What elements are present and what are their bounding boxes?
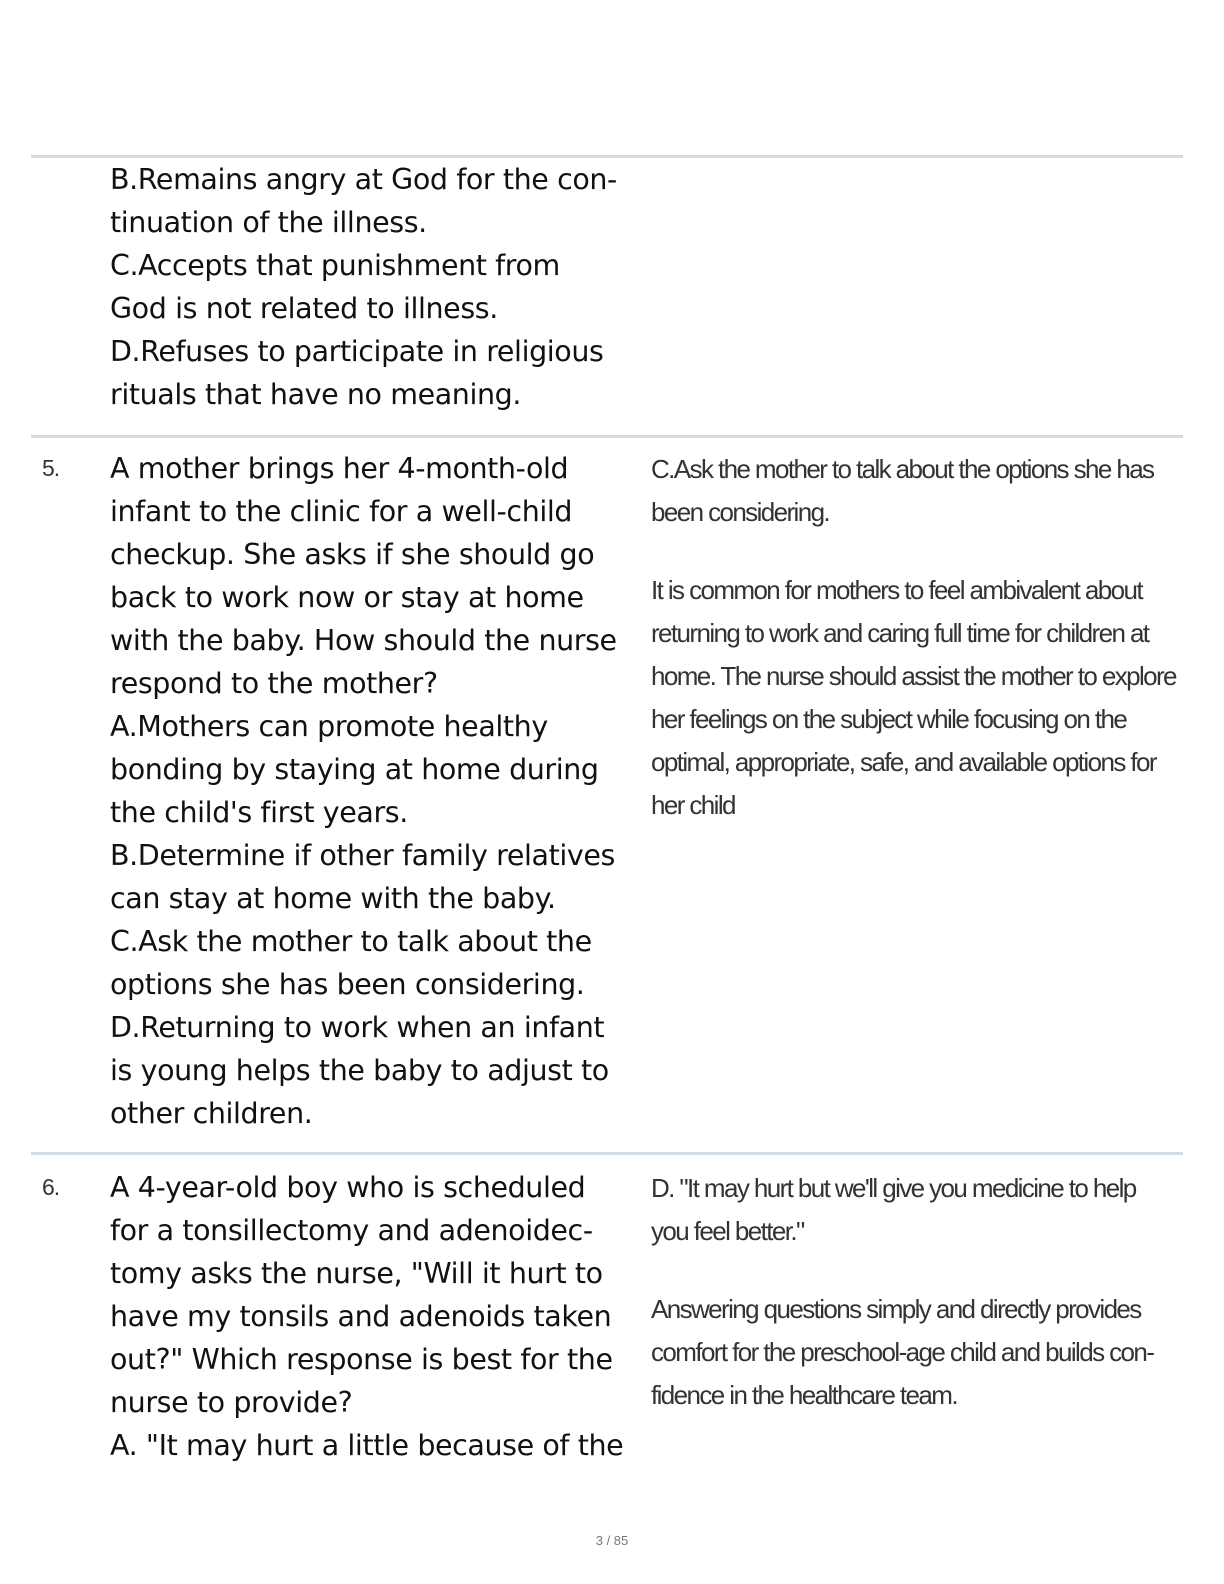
q5-rationale-line: home. The nurse should assist the mother to explore — [651, 661, 1176, 691]
page-number: 3 / 85 — [595, 1533, 629, 1548]
q5-line: the child's first years. — [110, 796, 408, 829]
q5-line: other children. — [110, 1097, 313, 1130]
spacer — [651, 1253, 1181, 1288]
q5-line: is young helps the baby to adjust to — [110, 1054, 609, 1087]
q5-answer-line: been considering. — [651, 497, 830, 527]
q5-line: A mother brings her 4-month-old — [110, 452, 569, 485]
q5-rationale-line: returning to work and caring full time for children at — [651, 618, 1149, 648]
q5-line: respond to the mother? — [110, 667, 438, 700]
q5-question — [110, 447, 650, 1135]
q4-line: tinuation of the illness. — [110, 206, 427, 239]
q5-answer — [651, 448, 1181, 827]
q6-line: A 4-year-old boy who is scheduled — [110, 1171, 586, 1204]
q5-line: with the baby. How should the nurse — [110, 624, 617, 657]
q4-line: rituals that have no meaning. — [110, 378, 522, 411]
q5-rationale-line: her child — [651, 790, 735, 820]
q5-line: B.Determine if other family relatives — [110, 839, 615, 872]
q5-line: C.Ask the mother to talk about the — [110, 925, 592, 958]
table-rule-q5 — [31, 435, 1183, 438]
q6-line: for a tonsillectomy and adenoidec- — [110, 1214, 593, 1247]
q5-rationale-line: It is common for mothers to feel ambivalent about — [651, 575, 1142, 605]
q4-choices — [110, 158, 650, 416]
q6-rationale-line: comfort for the preschool-age child and builds con- — [651, 1337, 1154, 1367]
q6-line: A. "It may hurt a little because of the — [110, 1429, 624, 1462]
q5-line: D.Returning to work when an infant — [110, 1011, 605, 1044]
q6-rationale-line: Answering questions simply and directly provides — [651, 1294, 1141, 1324]
q6-answer — [651, 1167, 1181, 1417]
q4-line: B.Remains angry at God for the con- — [110, 163, 617, 196]
q5-line: options she has been considering. — [110, 968, 585, 1001]
q6-line: out?" Which response is best for the — [110, 1343, 613, 1376]
q4-line: D.Refuses to participate in religious — [110, 335, 604, 368]
q6-line: nurse to provide? — [110, 1386, 353, 1419]
q6-line: tomy asks the nurse, "Will it hurt to — [110, 1257, 603, 1290]
q5-line: can stay at home with the baby. — [110, 882, 556, 915]
q6-question — [110, 1166, 650, 1467]
q6-number: 6. — [42, 1174, 60, 1200]
q5-rationale-line: her feelings on the subject while focusing on the — [651, 704, 1127, 734]
q5-line: A.Mothers can promote healthy — [110, 710, 548, 743]
q6-line: have my tonsils and adenoids taken — [110, 1300, 612, 1333]
q4-line: God is not related to illness. — [110, 292, 498, 325]
q4-line: C.Accepts that punishment from — [110, 249, 560, 282]
q5-rationale-line: optimal, appropriate, safe, and available options for — [651, 747, 1156, 777]
q6-answer-line: D. "It may hurt but we'll give you medicine to help — [651, 1173, 1136, 1203]
q5-line: bonding by staying at home during — [110, 753, 599, 786]
q5-number: 5. — [42, 455, 60, 481]
table-rule-q6 — [31, 1152, 1183, 1155]
q5-line: back to work now or stay at home — [110, 581, 584, 614]
q5-line: checkup. She asks if she should go — [110, 538, 595, 571]
q5-line: infant to the clinic for a well-child — [110, 495, 573, 528]
spacer — [651, 534, 1181, 569]
q5-answer-line: C.Ask the mother to talk about the options she has — [651, 454, 1154, 484]
q6-answer-line: you feel better." — [651, 1216, 804, 1246]
q6-rationale-line: fidence in the healthcare team. — [651, 1380, 957, 1410]
